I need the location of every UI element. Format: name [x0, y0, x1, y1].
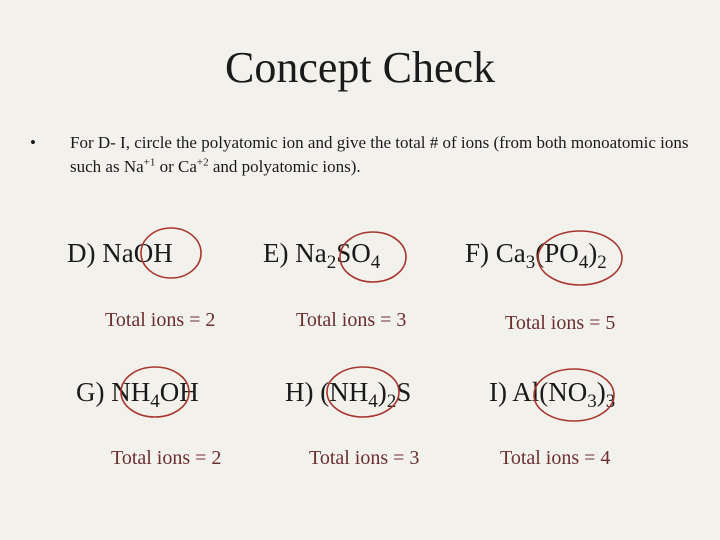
total-ions-g: Total ions = 2 [111, 447, 222, 469]
bullet-dot-icon: • [30, 133, 36, 152]
slide-title: Concept Check [224, 43, 496, 92]
instruction-bullet [30, 131, 690, 179]
polyatomic-ion-h: NH [329, 377, 369, 407]
compound-e: E) $Na_2SO_4$ [263, 238, 381, 273]
total-ions-d: Total ions = 2 [105, 309, 216, 331]
polyatomic-ion-f: PO [544, 238, 579, 268]
instruction-text: For D- I, circle the polyatomic ion and give the total # of ions (from both monoatomic ions such as $Na^{+1}$ or $Ca^{+2}$ and polyatomic ions). [70, 133, 689, 176]
compound-i: I) $Al(NO_3)_3$ [489, 377, 616, 412]
polyatomic-ion-d: OH [133, 238, 173, 268]
compound-g: G) $NH_4OH$ [76, 377, 199, 412]
compound-f: F) $Ca_3(PO_4)_2$ [465, 238, 607, 273]
polyatomic-ion-i: NO [548, 377, 588, 407]
polyatomic-ion-e: SO [336, 238, 371, 268]
total-ions-i: Total ions = 4 [500, 447, 611, 469]
total-ions-f: Total ions = 5 [505, 312, 616, 334]
total-ions-h: Total ions = 3 [309, 447, 420, 469]
compound-d: D) NaOH [67, 238, 173, 268]
polyatomic-ion-g: NH [111, 377, 151, 407]
compound-h: H) $(NH_4)_2S$ [285, 377, 412, 412]
total-ions-e: Total ions = 3 [296, 309, 407, 331]
